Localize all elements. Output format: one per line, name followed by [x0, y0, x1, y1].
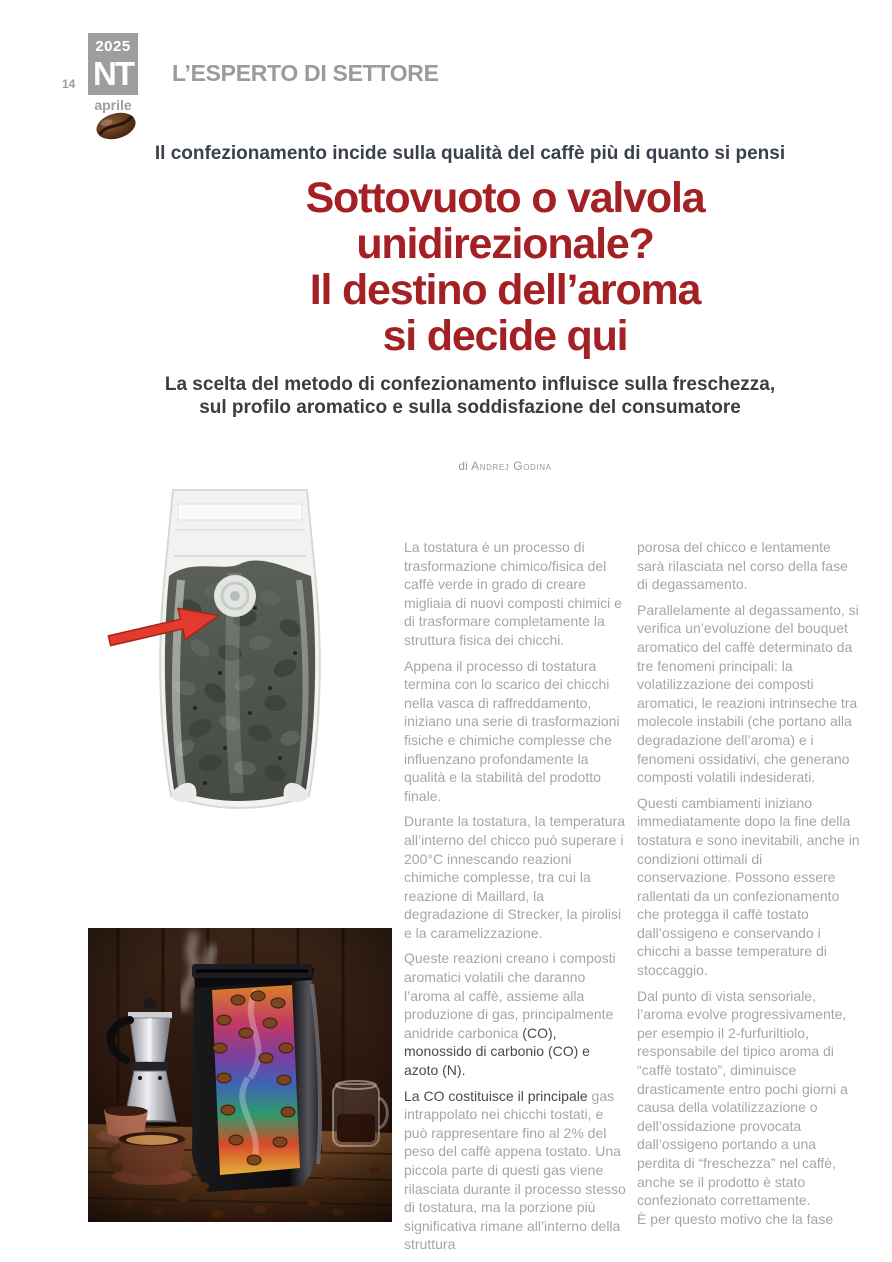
byline-author: Andrej Godina	[471, 459, 552, 473]
page-number: 14	[62, 77, 76, 91]
title-line: Sottovuoto o valvola	[305, 174, 705, 222]
body-paragraph: Dal punto di vista sensoriale, l’aroma evolve progressivamente, per esempio il 2-furfuriltiolo, responsabile del tipico aroma di “caffè tostato”, diminuisce drasticamente entro pochi giorni a causa della volatilizzazione o dell’ossidazione provocata dall’ossigeno portando a una perdita di “freschezza” nel caffè, anche se il prodotto è stato confezionato correttamente.	[637, 987, 848, 1209]
magazine-logo	[88, 33, 138, 95]
body-paragraph: Durante la tostatura, la temperatura all’interno del chicco può superare i 200°C innescando reazioni chimiche complesse, tra cui la reazione di Maillard, la degradazione di Strecker, la pirolisi e la caramelizzazione.	[404, 813, 626, 941]
article-kicker: Il confezionamento incide sulla qualità del caffè più di quanto si pensi	[154, 143, 786, 164]
body-paragraph: La CO costituisce il principale gas intrappolato nei chicchi tostati, e può rappresentare fino al 2% del peso del caffè appena tostato. Una piccola parte di questi gas viene rilasciata durante il processo stesso di tostatura, ma la porzione più significativa rimane all’interno della struttura	[404, 1087, 626, 1253]
body-paragraph: La tostatura è un processo di trasformazione chimico/fisica del caffè verde in grado di creare migliaia di nuovi composti chimici e di trasformare completamente la struttura fisica dei chicchi.	[404, 539, 622, 648]
byline	[120, 459, 890, 473]
body-paragraph: porosa del chicco e lentamente sarà rilasciata nel corso della fase di degassamento.	[637, 539, 848, 593]
body-paragraph: Queste reazioni creano i composti aromatici volatili che daranno l’aroma al caffè, assieme alla produzione di gas, principalmente anidride carbonica (CO), monossido di carbonio (CO) e azoto (N).	[404, 950, 616, 1079]
body-paragraph: Questi cambiamenti iniziano immediatamente dopo la fine della tostatura e sono inevitabili, anche in condizioni ottimali di conservazione. Possono essere rallentati da un confezionamento che protegga il caffè tostato dall’ossigeno e conservando i chicchi a basse temperature di stoccaggio.	[637, 794, 860, 979]
body-paragraph: Parallelamente al degassamento, si verifica un’evoluzione del bouquet aromatico del caffè determinato da tre fenomeni principali: la volatilizzazione dei composti aromatici, le reazioni intrinseche tra molecole instabili (che portano alla degradazione dell’aroma) e i fenomeni ossidativi, che generano composti volatili indesiderati.	[637, 601, 859, 786]
article-header	[50, 143, 890, 473]
article-column-2	[637, 538, 860, 1235]
moka-coffee-bag-photo	[88, 928, 392, 1222]
coffee-bean-icon	[94, 110, 138, 142]
body-paragraph: È per questo motivo che la fase	[637, 1210, 834, 1227]
article-column-1	[404, 538, 627, 1261]
logo-initials: NT	[93, 55, 133, 92]
title-line: unidirezionale?	[356, 220, 654, 268]
deck-line: La scelta del metodo di confezionamento influisce sulla freschezza,	[164, 374, 776, 395]
article-deck	[50, 373, 890, 419]
deck-line: sul profilo aromatico e sulla soddisfazione del consumatore	[199, 397, 741, 418]
title-line: Il destino dell’aroma	[309, 266, 701, 314]
title-line: si decide qui	[382, 312, 628, 360]
body-paragraph: Appena il processo di tostatura termina con lo scarico dei chicchi nella vasca di raffreddamento, iniziano una serie di trasformazioni fisiche e chimiche complesse che influenzano profondamente la qualità e la stabilità del prodotto finale.	[404, 657, 620, 804]
section-header: L’ESPERTO DI SETTORE	[172, 60, 439, 86]
article-title	[120, 175, 890, 359]
logo-year: 2025	[95, 38, 131, 55]
coffee-bag-valve-photo	[85, 478, 390, 830]
logo-month: aprile	[94, 97, 132, 113]
byline-prefix: di	[458, 459, 468, 473]
